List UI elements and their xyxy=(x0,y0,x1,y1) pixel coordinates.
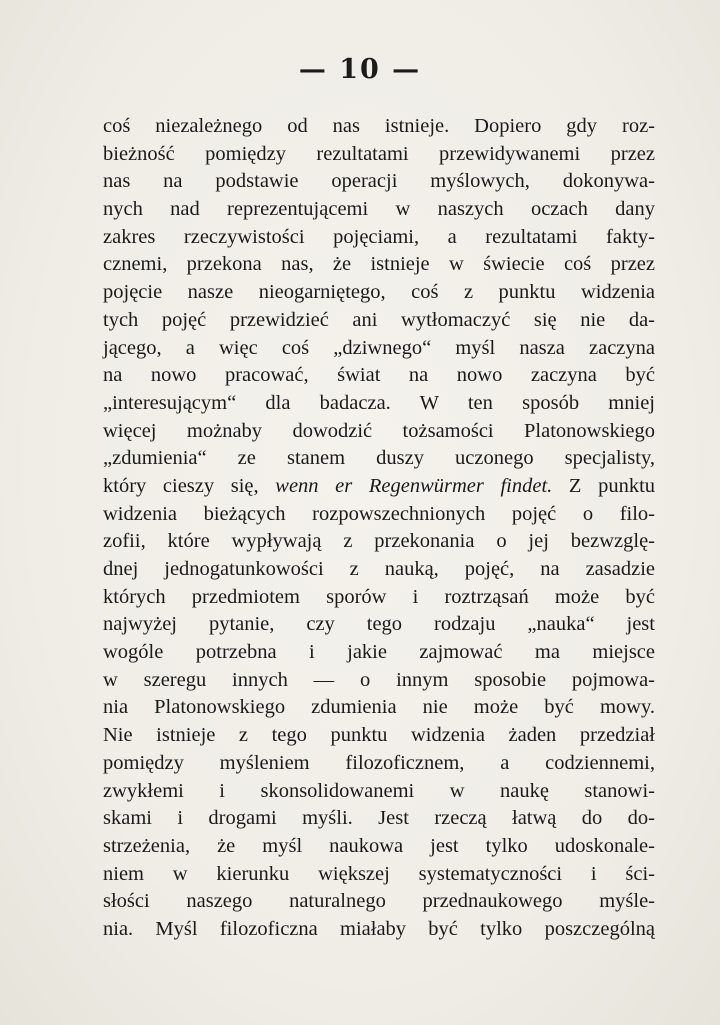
text-line: pomiędzy myśleniem filozoficznem, a codziennemi, xyxy=(103,751,655,774)
text-line: nas na podstawie operacji myślowych, dokonywa- xyxy=(103,170,655,193)
text-line: nia. Myśl filozoficzna miałaby być tylko poszczególną xyxy=(103,917,655,940)
text-line: na nowo pracować, świat na nowo zaczyna być xyxy=(103,364,655,387)
text-line: „zdumienia“ ze stanem duszy uczonego specjalisty, xyxy=(103,447,655,470)
text-line: skami i drogami myśli. Jest rzeczą łatwą do do- xyxy=(103,807,655,830)
text-line: nia Platonowskiego zdumienia nie może być mowy. xyxy=(103,696,655,719)
text-line: najwyżej pytanie, czy tego rodzaju „nauka“ jest xyxy=(103,613,655,636)
text-line: wogóle potrzebna i jakie zajmować ma miejsce xyxy=(103,641,655,664)
text-line: coś niezależnego od nas istnieje. Dopiero gdy roz- xyxy=(103,115,655,137)
text-line: w szeregu innych — o innym sposobie pojmowa- xyxy=(103,668,655,691)
text-line: więcej możnaby dowodzić tożsamości Platonowskiego xyxy=(103,419,655,442)
text-line: pojęcie nasze nieogarniętego, coś z punktu widzenia xyxy=(103,281,655,304)
text-segment: Z punktu xyxy=(568,474,656,497)
text-line: dnej jednogatunkowości z nauką, pojęć, na zasadzie xyxy=(103,558,655,580)
german-quote: wenn er Regenwürmer findet. xyxy=(275,474,553,497)
text-line: Nie istnieje z tego punktu widzenia żaden przedział xyxy=(103,724,655,747)
text-line: zakres rzeczywistości pojęciami, a rezultatami fakty- xyxy=(103,225,655,248)
text-line: niem w kierunku większej systematyczności i ści- xyxy=(103,862,655,885)
text-line: jącego, a więc coś „dziwnego“ myśl nasza zaczyna xyxy=(103,336,655,359)
text-segment: który cieszy się, xyxy=(103,474,259,497)
text-line: których przedmiotem sporów i roztrząsań może być xyxy=(103,585,655,608)
text-line: cznemi, przekona nas, że istnieje w świecie coś przez xyxy=(103,253,655,276)
text-line: strzeżenia, że myśl naukowa jest tylko udoskonale- xyxy=(103,834,655,857)
text-line-with-quote xyxy=(103,473,655,501)
body-text xyxy=(103,113,655,944)
text-line: zofii, które wypływają z przekonania o jej bezwzglę- xyxy=(103,530,655,553)
text-line: widzenia bieżących rozpowszechnionych pojęć o filo- xyxy=(103,502,655,525)
text-line: tych pojęć przewidzieć ani wytłomaczyć się nie da- xyxy=(103,308,655,331)
text-line: słości naszego naturalnego przednaukowego myśle- xyxy=(103,890,655,913)
page-number: — 10 — xyxy=(298,54,422,85)
text-line: „interesującym“ dla badacza. W ten sposób mniej xyxy=(103,391,655,414)
text-line: nych nad reprezentującemi w naszych oczach dany xyxy=(103,198,655,221)
text-line: bieżność pomiędzy rezultatami przewidywanemi przez xyxy=(103,142,655,165)
text-line: zwykłemi i skonsolidowanemi w naukę stanowi- xyxy=(103,779,655,802)
